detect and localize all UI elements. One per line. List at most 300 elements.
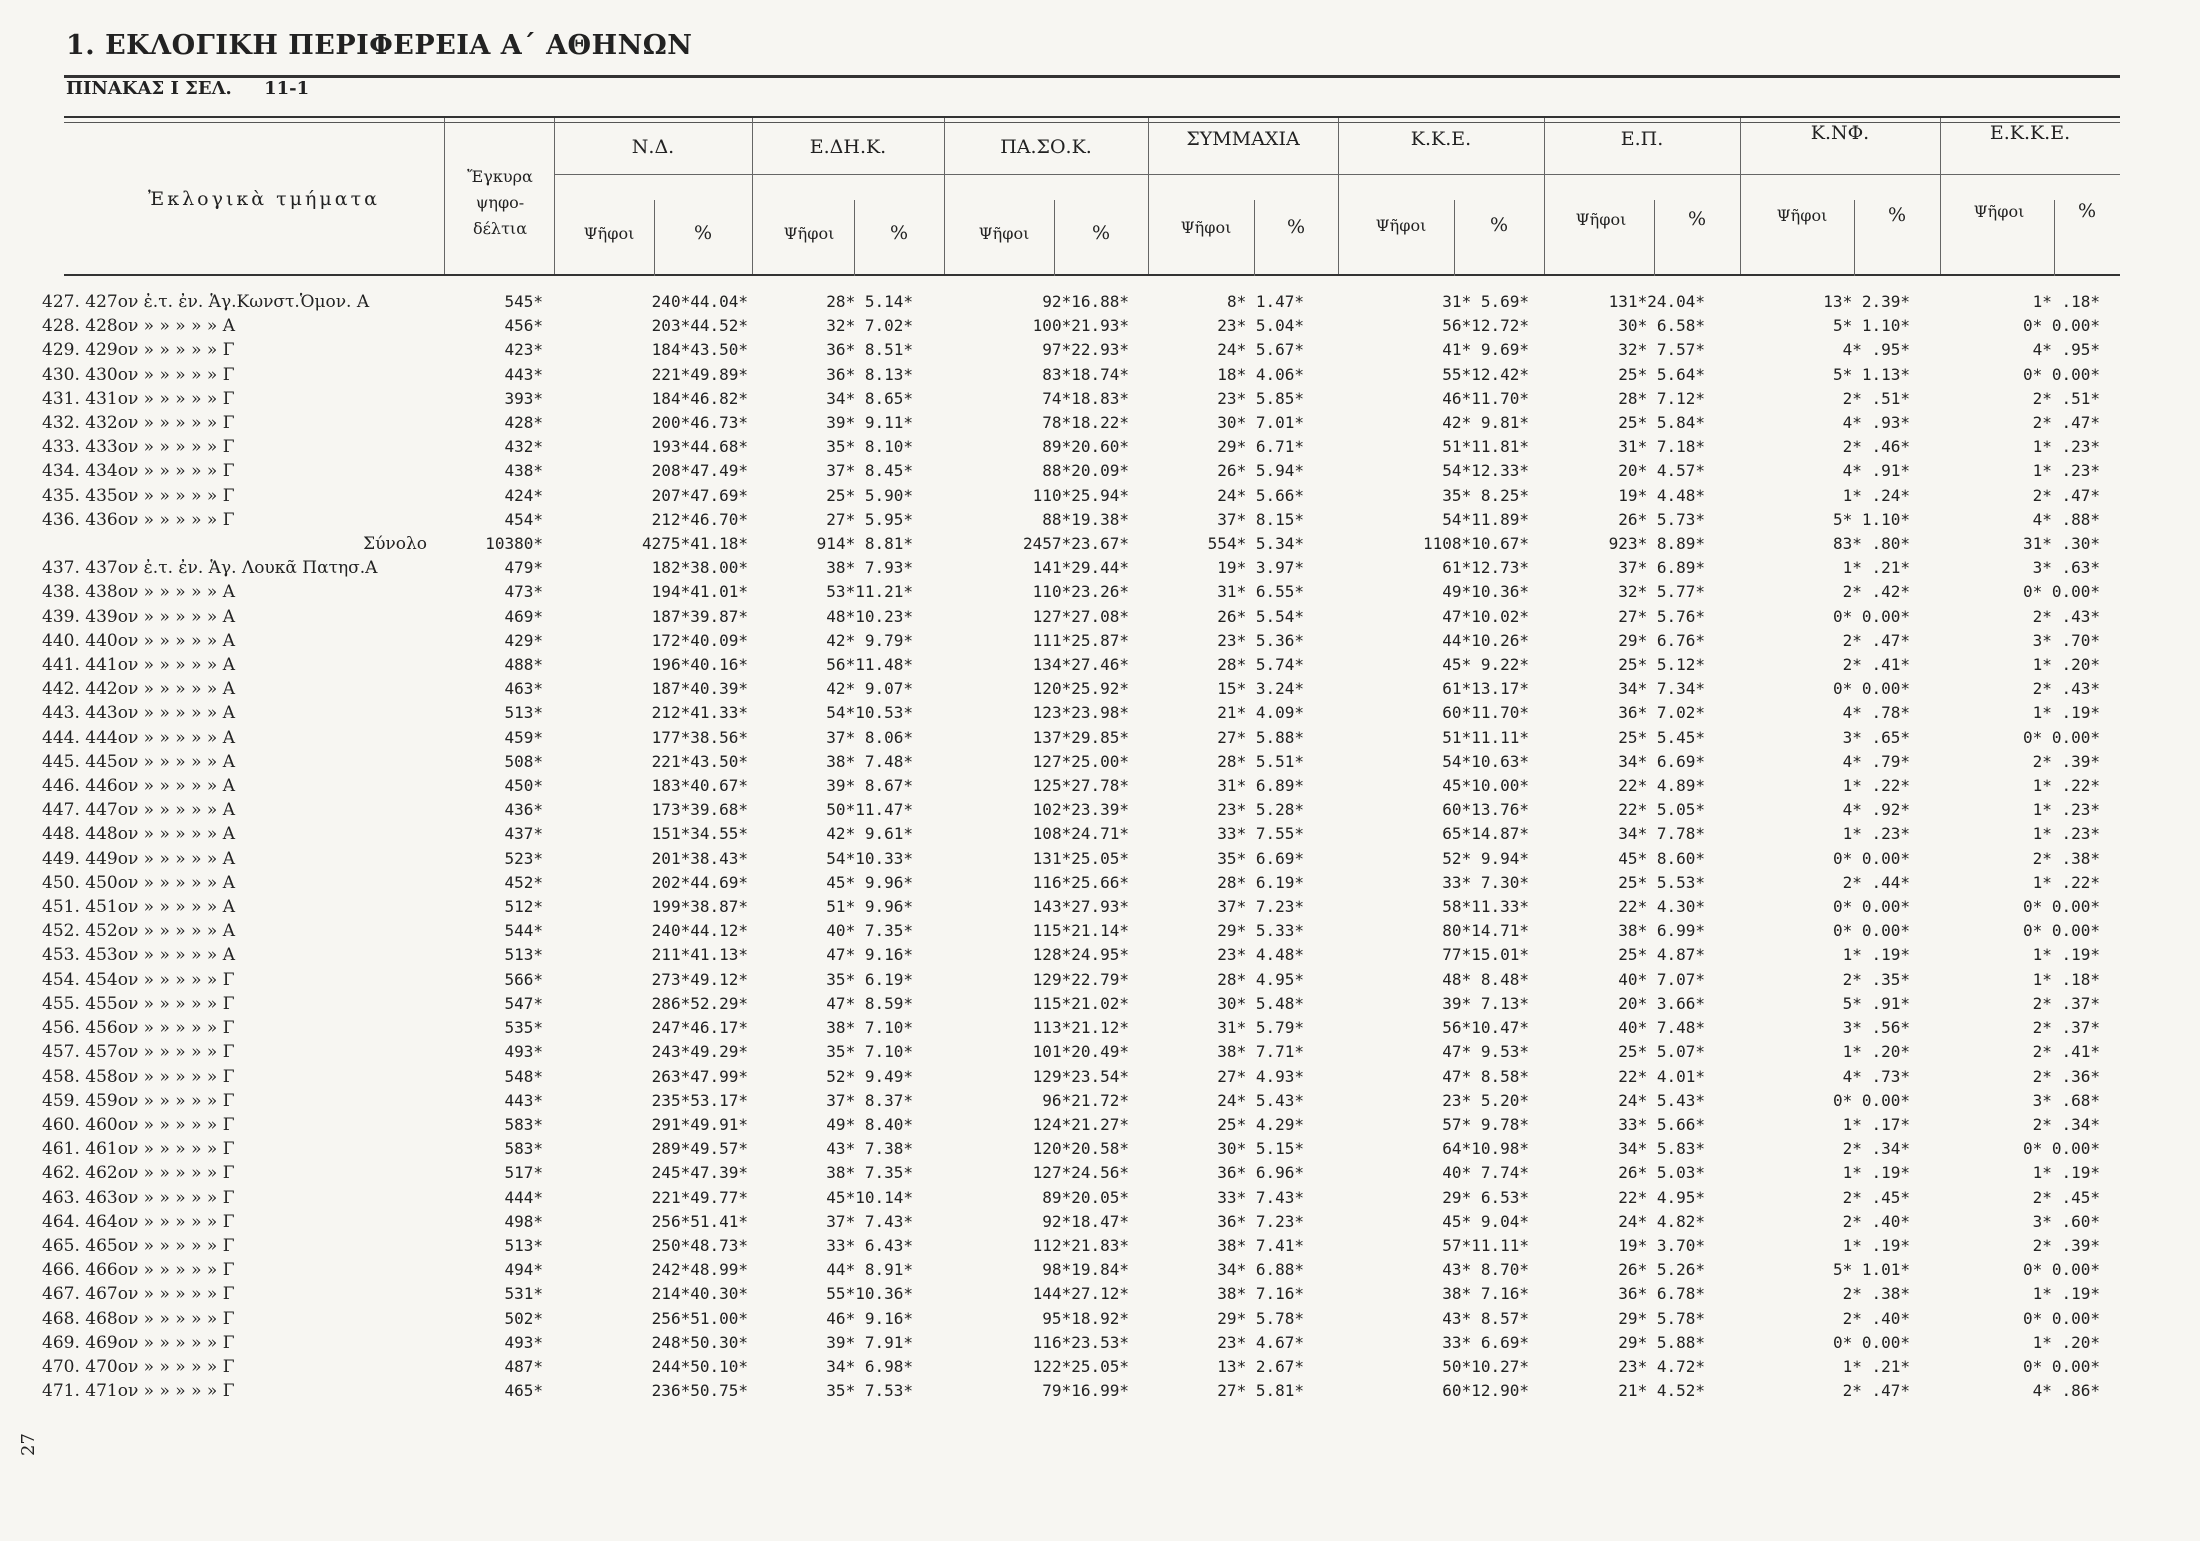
pasok-cell: 97*22.93* <box>1042 340 1129 360</box>
table-row <box>42 726 2100 750</box>
kke-cell: 23* 5.20* <box>1442 1090 1529 1110</box>
header-votes-kke: Ψῆφοι <box>1375 216 1427 235</box>
table-row <box>42 847 2100 871</box>
kke-cell: 43* 8.70* <box>1442 1260 1529 1280</box>
pasok-cell: 120*20.58* <box>1032 1139 1129 1159</box>
table-row <box>42 1137 2100 1161</box>
ekke-cell: 2* .47* <box>2032 413 2100 433</box>
ep-cell: 29* 5.78* <box>1618 1308 1705 1328</box>
edhk-cell: 39* 9.11* <box>826 413 913 433</box>
pasok-cell: 134*27.46* <box>1032 655 1129 675</box>
ep-cell: 25* 5.53* <box>1618 872 1705 892</box>
symmaxia-cell: 27* 4.93* <box>1217 1066 1304 1086</box>
edhk-cell: 34* 8.65* <box>826 388 913 408</box>
edhk-cell: 56*11.48* <box>826 655 913 675</box>
valid-ballots-cell: 513* <box>504 945 543 965</box>
kke-cell: 47*10.02* <box>1442 606 1529 626</box>
ep-cell: 34* 7.78* <box>1618 824 1705 844</box>
nd-cell: 240*44.12* <box>651 921 748 941</box>
kke-cell: 51*11.11* <box>1442 727 1529 747</box>
kke-cell: 43* 8.57* <box>1442 1308 1529 1328</box>
ep-cell: 31* 7.18* <box>1618 437 1705 457</box>
kke-cell: 45* 9.22* <box>1442 655 1529 675</box>
valid-ballots-cell: 444* <box>504 1187 543 1207</box>
ep-cell: 30* 6.58* <box>1618 316 1705 336</box>
table-row <box>42 411 2100 435</box>
pasok-cell: 124*21.27* <box>1032 1114 1129 1134</box>
nd-cell: 183*40.67* <box>651 776 748 796</box>
header-pct-symmaxia: % <box>1286 216 1306 238</box>
district-cell: 444. 444ον » » » » » Α <box>42 727 235 748</box>
results-table-body <box>42 290 2100 1403</box>
ekke-cell: 1* .20* <box>2032 655 2100 675</box>
valid-ballots-cell: 429* <box>504 630 543 650</box>
ep-cell: 40* 7.48* <box>1618 1018 1705 1038</box>
pasok-cell: 128*24.95* <box>1032 945 1129 965</box>
edhk-cell: 48*10.23* <box>826 606 913 626</box>
pasok-cell: 123*23.98* <box>1032 703 1129 723</box>
district-cell: 434. 434ον » » » » » Γ <box>42 461 235 482</box>
knf-cell: 4* .95* <box>1842 340 1910 360</box>
table-row <box>42 387 2100 411</box>
ep-cell: 45* 8.60* <box>1618 848 1705 868</box>
district-cell: 437. 437ον ἐ.τ. ἐν. Ἁγ. Λουκᾶ Πατησ.Α <box>42 558 378 579</box>
pasok-cell: 116*23.53* <box>1032 1332 1129 1352</box>
kke-cell: 54*10.63* <box>1442 751 1529 771</box>
edhk-cell: 27* 5.95* <box>826 509 913 529</box>
header-party-ep: Ε.Π. <box>1620 128 1664 150</box>
table-row <box>42 1113 2100 1137</box>
side-page-number: 27 <box>18 1433 39 1456</box>
edhk-cell: 49* 8.40* <box>826 1114 913 1134</box>
district-cell: 449. 449ον » » » » » Α <box>42 848 235 869</box>
edhk-cell: 52* 9.49* <box>826 1066 913 1086</box>
ekke-cell: 2* .51* <box>2032 388 2100 408</box>
page-title: 1. ΕΚΛΟΓΙΚΗ ΠΕΡΙΦΕΡΕΙΑ Α΄ ΑΘΗΝΩΝ <box>66 30 693 61</box>
edhk-cell: 35* 7.10* <box>826 1042 913 1062</box>
kke-cell: 77*15.01* <box>1442 945 1529 965</box>
pasok-cell: 125*27.78* <box>1032 776 1129 796</box>
symmaxia-cell: 29* 6.71* <box>1217 437 1304 457</box>
symmaxia-cell: 13* 2.67* <box>1217 1356 1304 1376</box>
valid-ballots-cell: 456* <box>504 316 543 336</box>
district-cell: 454. 454ον » » » » » Γ <box>42 969 235 990</box>
valid-ballots-cell: 498* <box>504 1211 543 1231</box>
district-cell: 430. 430ον » » » » » Γ <box>42 364 235 385</box>
ekke-cell: 2* .34* <box>2032 1114 2100 1134</box>
ep-cell: 28* 7.12* <box>1618 388 1705 408</box>
valid-ballots-cell: 508* <box>504 751 543 771</box>
ep-cell: 33* 5.66* <box>1618 1114 1705 1134</box>
ep-cell: 29* 5.88* <box>1618 1332 1705 1352</box>
ep-cell: 20* 4.57* <box>1618 461 1705 481</box>
valid-ballots-cell: 513* <box>504 1235 543 1255</box>
kke-cell: 52* 9.94* <box>1442 848 1529 868</box>
ep-cell: 32* 5.77* <box>1618 582 1705 602</box>
pasok-cell: 122*25.05* <box>1032 1356 1129 1376</box>
kke-cell: 29* 6.53* <box>1442 1187 1529 1207</box>
symmaxia-cell: 38* 7.71* <box>1217 1042 1304 1062</box>
kke-cell: 38* 7.16* <box>1442 1284 1529 1304</box>
header-votes-ep: Ψῆφοι <box>1575 210 1627 229</box>
nd-cell: 151*34.55* <box>651 824 748 844</box>
header-pct-pasok: % <box>1091 222 1111 244</box>
header-party-nd: Ν.Δ. <box>631 136 675 158</box>
table-row <box>42 871 2100 895</box>
symmaxia-cell: 37* 8.15* <box>1217 509 1304 529</box>
pasok-cell: 131*25.05* <box>1032 848 1129 868</box>
edhk-cell: 43* 7.38* <box>826 1139 913 1159</box>
pasok-cell: 120*25.92* <box>1032 679 1129 699</box>
knf-cell: 1* .17* <box>1842 1114 1910 1134</box>
table-row <box>42 919 2100 943</box>
valid-ballots-cell: 523* <box>504 848 543 868</box>
ep-cell: 34* 6.69* <box>1618 751 1705 771</box>
ep-cell: 25* 5.45* <box>1618 727 1705 747</box>
valid-ballots-cell: 487* <box>504 1356 543 1376</box>
kke-cell: 60*12.90* <box>1442 1381 1529 1401</box>
header-votes-ekke: Ψῆφοι <box>1973 202 2025 221</box>
valid-ballots-cell: 517* <box>504 1163 543 1183</box>
edhk-cell: 54*10.33* <box>826 848 913 868</box>
table-row <box>42 1258 2100 1282</box>
nd-cell: 200*46.73* <box>651 413 748 433</box>
district-cell: 432. 432ον » » » » » Γ <box>42 413 235 434</box>
table-row <box>42 1065 2100 1089</box>
symmaxia-cell: 33* 7.55* <box>1217 824 1304 844</box>
edhk-cell: 44* 8.91* <box>826 1260 913 1280</box>
valid-ballots-cell: 465* <box>504 1381 543 1401</box>
table-row <box>42 895 2100 919</box>
table-row <box>42 629 2100 653</box>
nd-cell: 187*40.39* <box>651 679 748 699</box>
pasok-cell: 129*23.54* <box>1032 1066 1129 1086</box>
header-votes-knf: Ψῆφοι <box>1776 206 1828 225</box>
nd-cell: 243*49.29* <box>651 1042 748 1062</box>
table-row <box>42 1089 2100 1113</box>
pasok-cell: 116*25.66* <box>1032 872 1129 892</box>
district-cell: 455. 455ον » » » » » Γ <box>42 993 235 1014</box>
ep-cell: 24* 4.82* <box>1618 1211 1705 1231</box>
ep-cell: 20* 3.66* <box>1618 993 1705 1013</box>
table-row <box>42 1355 2100 1379</box>
symmaxia-cell: 28* 5.74* <box>1217 655 1304 675</box>
pasok-cell: 100*21.93* <box>1032 316 1129 336</box>
symmaxia-cell: 30* 5.15* <box>1217 1139 1304 1159</box>
edhk-cell: 38* 7.48* <box>826 751 913 771</box>
district-cell: 429. 429ον » » » » » Γ <box>42 340 235 361</box>
symmaxia-cell: 35* 6.69* <box>1217 848 1304 868</box>
pasok-cell: 110*25.94* <box>1032 485 1129 505</box>
knf-cell: 0* 0.00* <box>1832 897 1910 917</box>
header-pct-kke: % <box>1489 214 1509 236</box>
table-row <box>42 605 2100 629</box>
knf-cell: 2* .44* <box>1842 872 1910 892</box>
district-cell: 427. 427ον ἐ.τ. ἐν. Ἁγ.Κωνστ.Ὁμον. Α <box>42 292 370 312</box>
header-votes-edhk: Ψῆφοι <box>783 224 835 243</box>
knf-cell: 2* .42* <box>1842 582 1910 602</box>
valid-ballots-cell: 583* <box>504 1114 543 1134</box>
pasok-cell: 83*18.74* <box>1042 364 1129 384</box>
ep-cell: 29* 6.76* <box>1618 630 1705 650</box>
knf-cell: 0* 0.00* <box>1832 606 1910 626</box>
symmaxia-cell: 36* 6.96* <box>1217 1163 1304 1183</box>
edhk-cell: 37* 7.43* <box>826 1211 913 1231</box>
kke-cell: 61*13.17* <box>1442 679 1529 699</box>
symmaxia-cell: 26* 5.54* <box>1217 606 1304 626</box>
valid-ballots-cell: 493* <box>504 1332 543 1352</box>
ekke-cell: 1* .22* <box>2032 872 2100 892</box>
table-row <box>42 774 2100 798</box>
total-row <box>42 532 2100 556</box>
table-row <box>42 338 2100 362</box>
district-cell: 464. 464ον » » » » » Γ <box>42 1211 235 1232</box>
kke-cell: 58*11.33* <box>1442 897 1529 917</box>
ep-cell: 37* 6.89* <box>1618 558 1705 578</box>
symmaxia-cell: 33* 7.43* <box>1217 1187 1304 1207</box>
ep-cell: 36* 7.02* <box>1618 703 1705 723</box>
ekke-cell: 1* .23* <box>2032 437 2100 457</box>
symmaxia-cell: 29* 5.33* <box>1217 921 1304 941</box>
kke-cell: 39* 7.13* <box>1442 993 1529 1013</box>
ep-cell: 25* 5.84* <box>1618 413 1705 433</box>
edhk-cell: 34* 6.98* <box>826 1356 913 1376</box>
kke-cell: 55*12.42* <box>1442 364 1529 384</box>
pasok-cell: 92*18.47* <box>1042 1211 1129 1231</box>
valid-ballots-cell: 488* <box>504 655 543 675</box>
edhk-cell: 28* 5.14* <box>826 292 913 311</box>
district-cell: 445. 445ον » » » » » Α <box>42 751 235 772</box>
table-row <box>42 822 2100 846</box>
district-cell: 446. 446ον » » » » » Α <box>42 776 235 797</box>
ekke-cell: 2* .39* <box>2032 751 2100 771</box>
table-subtitle <box>66 78 309 99</box>
symmaxia-cell: 23* 5.36* <box>1217 630 1304 650</box>
ep-cell: 27* 5.76* <box>1618 606 1705 626</box>
table-row <box>42 1210 2100 1234</box>
valid-ballots-cell: 494* <box>504 1260 543 1280</box>
knf-cell: 5* 1.01* <box>1832 1260 1910 1280</box>
edhk-cell: 55*10.36* <box>826 1284 913 1304</box>
nd-cell: 202*44.69* <box>651 872 748 892</box>
table-row <box>42 968 2100 992</box>
edhk-cell: 38* 7.93* <box>826 558 913 578</box>
district-cell: 451. 451ον » » » » » Α <box>42 897 235 918</box>
edhk-cell: 54*10.53* <box>826 703 913 723</box>
pasok-cell: 79*16.99* <box>1042 1381 1129 1401</box>
edhk-cell: 46* 9.16* <box>826 1308 913 1328</box>
nd-cell: 172*40.09* <box>651 630 748 650</box>
nd-cell: 207*47.69* <box>651 485 748 505</box>
header-votes-pasok: Ψῆφοι <box>978 224 1030 243</box>
edhk-cell: 39* 8.67* <box>826 776 913 796</box>
kke-cell: 45*10.00* <box>1442 776 1529 796</box>
kke-cell: 45* 9.04* <box>1442 1211 1529 1231</box>
valid-ballots-cell: 454* <box>504 509 543 529</box>
ekke-cell: 1* .20* <box>2032 1332 2100 1352</box>
nd-cell: 221*49.77* <box>651 1187 748 1207</box>
symmaxia-cell: 30* 7.01* <box>1217 413 1304 433</box>
kke-cell: 33* 7.30* <box>1442 872 1529 892</box>
pasok-cell: 127*27.08* <box>1032 606 1129 626</box>
kke-cell: 54*11.89* <box>1442 509 1529 529</box>
table-row <box>42 1282 2100 1306</box>
kke-cell: 42* 9.81* <box>1442 413 1529 433</box>
symmaxia-cell: 23* 5.28* <box>1217 800 1304 820</box>
district-cell: 433. 433ον » » » » » Γ <box>42 437 235 458</box>
nd-cell: 221*43.50* <box>651 751 748 771</box>
district-cell: 457. 457ον » » » » » Γ <box>42 1042 235 1063</box>
ekke-cell: 0* 0.00* <box>2022 364 2100 384</box>
valid-ballots-cell: 437* <box>504 824 543 844</box>
nd-cell: 201*38.43* <box>651 848 748 868</box>
table-row <box>42 1234 2100 1258</box>
pasok-cell: 144*27.12* <box>1032 1284 1129 1304</box>
knf-cell: 5* 1.10* <box>1832 509 1910 529</box>
ep-cell: 25* 4.87* <box>1618 945 1705 965</box>
edhk-cell: 33* 6.43* <box>826 1235 913 1255</box>
edhk-cell: 42* 9.79* <box>826 630 913 650</box>
nd-cell: 242*48.99* <box>651 1260 748 1280</box>
kke-cell: 49*10.36* <box>1442 582 1529 602</box>
district-cell: 462. 462ον » » » » » Γ <box>42 1163 235 1184</box>
symmaxia-cell: 24* 5.67* <box>1217 340 1304 360</box>
valid-ballots-cell: 424* <box>504 485 543 505</box>
knf-cell: 1* .21* <box>1842 1356 1910 1376</box>
district-cell: 443. 443ον » » » » » Α <box>42 703 235 724</box>
pasok-cell: 137*29.85* <box>1032 727 1129 747</box>
nd-cell: 247*46.17* <box>651 1018 748 1038</box>
table-page: 11-1 <box>264 78 310 99</box>
district-cell: 452. 452ον » » » » » Α <box>42 921 235 942</box>
pasok-cell: 88*20.09* <box>1042 461 1129 481</box>
edhk-cell: 47* 8.59* <box>826 993 913 1013</box>
header-pct-knf: % <box>1887 204 1907 226</box>
knf-cell: 1* .19* <box>1842 1163 1910 1183</box>
table-row <box>42 1040 2100 1064</box>
header-party-knf: Κ.ΝΦ. <box>1810 122 1870 144</box>
ekke-cell: 1* .22* <box>2032 776 2100 796</box>
valid-ballots-cell: 436* <box>504 800 543 820</box>
valid-ballots-cell: 469* <box>504 606 543 626</box>
edhk-cell: 37* 8.37* <box>826 1090 913 1110</box>
ekke-cell: 0* 0.00* <box>2022 1139 2100 1159</box>
edhk-cell: 35* 7.53* <box>826 1381 913 1401</box>
kke-cell: 80*14.71* <box>1442 921 1529 941</box>
kke-cell: 47* 9.53* <box>1442 1042 1529 1062</box>
header-party-symmaxia: ΣΥΜΜΑΧΙΑ <box>1186 128 1300 150</box>
pasok-cell: 110*23.26* <box>1032 582 1129 602</box>
valid-ballots-cell: 10380* <box>485 534 543 554</box>
knf-cell: 4* .91* <box>1842 461 1910 481</box>
header-districts: Ἐκλογικὰ τμήματα <box>148 188 380 210</box>
table-row <box>42 653 2100 677</box>
knf-cell: 0* 0.00* <box>1832 921 1910 941</box>
valid-ballots-cell: 547* <box>504 993 543 1013</box>
ep-cell: 22* 4.01* <box>1618 1066 1705 1086</box>
ep-cell: 131*24.04* <box>1608 292 1705 311</box>
table-row <box>42 556 2100 580</box>
kke-cell: 65*14.87* <box>1442 824 1529 844</box>
symmaxia-cell: 38* 7.41* <box>1217 1235 1304 1255</box>
valid-ballots-cell: 428* <box>504 413 543 433</box>
symmaxia-cell: 27* 5.88* <box>1217 727 1304 747</box>
ep-cell: 40* 7.07* <box>1618 969 1705 989</box>
knf-cell: 4* .92* <box>1842 800 1910 820</box>
nd-cell: 289*49.57* <box>651 1139 748 1159</box>
table-row <box>42 580 2100 604</box>
district-cell: 440. 440ον » » » » » Α <box>42 630 235 651</box>
knf-cell: 1* .20* <box>1842 1042 1910 1062</box>
district-cell: 459. 459ον » » » » » Γ <box>42 1090 235 1111</box>
ekke-cell: 2* .43* <box>2032 679 2100 699</box>
district-cell: 450. 450ον » » » » » Α <box>42 872 235 893</box>
pasok-cell: 88*19.38* <box>1042 509 1129 529</box>
nd-cell: 208*47.49* <box>651 461 748 481</box>
district-cell: 453. 453ον » » » » » Α <box>42 945 235 966</box>
knf-cell: 0* 0.00* <box>1832 1332 1910 1352</box>
knf-cell: 2* .46* <box>1842 437 1910 457</box>
edhk-cell: 47* 9.16* <box>826 945 913 965</box>
valid-ballots-cell: 535* <box>504 1018 543 1038</box>
ekke-cell: 2* .41* <box>2032 1042 2100 1062</box>
knf-cell: 4* .73* <box>1842 1066 1910 1086</box>
kke-cell: 48* 8.48* <box>1442 969 1529 989</box>
table-row <box>42 1016 2100 1040</box>
ep-cell: 22* 5.05* <box>1618 800 1705 820</box>
district-cell: 460. 460ον » » » » » Γ <box>42 1114 235 1135</box>
pasok-cell: 115*21.14* <box>1032 921 1129 941</box>
edhk-cell: 50*11.47* <box>826 800 913 820</box>
ekke-cell: 2* .37* <box>2032 993 2100 1013</box>
district-cell: 470. 470ον » » » » » Γ <box>42 1356 235 1377</box>
knf-cell: 13* 2.39* <box>1823 292 1910 311</box>
nd-cell: 263*47.99* <box>651 1066 748 1086</box>
kke-cell: 35* 8.25* <box>1442 485 1529 505</box>
ekke-cell: 4* .95* <box>2032 340 2100 360</box>
district-cell: 435. 435ον » » » » » Γ <box>42 485 235 506</box>
valid-ballots-cell: 432* <box>504 437 543 457</box>
valid-ballots-cell: 443* <box>504 1090 543 1110</box>
ep-cell: 25* 5.64* <box>1618 364 1705 384</box>
valid-ballots-cell: 544* <box>504 921 543 941</box>
nd-cell: 184*46.82* <box>651 388 748 408</box>
edhk-cell: 42* 9.61* <box>826 824 913 844</box>
kke-cell: 51*11.81* <box>1442 437 1529 457</box>
ekke-cell: 1* .18* <box>2032 292 2100 311</box>
nd-cell: 194*41.01* <box>651 582 748 602</box>
ekke-cell: 1* .23* <box>2032 824 2100 844</box>
kke-cell: 56*10.47* <box>1442 1018 1529 1038</box>
pasok-cell: 102*23.39* <box>1032 800 1129 820</box>
ekke-cell: 0* 0.00* <box>2022 582 2100 602</box>
header-pct-ekke: % <box>2077 200 2097 222</box>
kke-cell: 31* 5.69* <box>1442 292 1529 311</box>
valid-ballots-cell: 423* <box>504 340 543 360</box>
kke-cell: 61*12.73* <box>1442 558 1529 578</box>
edhk-cell: 51* 9.96* <box>826 897 913 917</box>
table-row <box>42 701 2100 725</box>
edhk-cell: 40* 7.35* <box>826 921 913 941</box>
pasok-cell: 129*22.79* <box>1032 969 1129 989</box>
edhk-cell: 36* 8.13* <box>826 364 913 384</box>
district-cell: 471. 471ον » » » » » Γ <box>42 1381 235 1402</box>
nd-cell: 245*47.39* <box>651 1163 748 1183</box>
header-party-ekke: Ε.Κ.Κ.Ε. <box>1989 122 2071 144</box>
ep-cell: 34* 7.34* <box>1618 679 1705 699</box>
valid-ballots-cell: 450* <box>504 776 543 796</box>
kke-cell: 33* 6.69* <box>1442 1332 1529 1352</box>
